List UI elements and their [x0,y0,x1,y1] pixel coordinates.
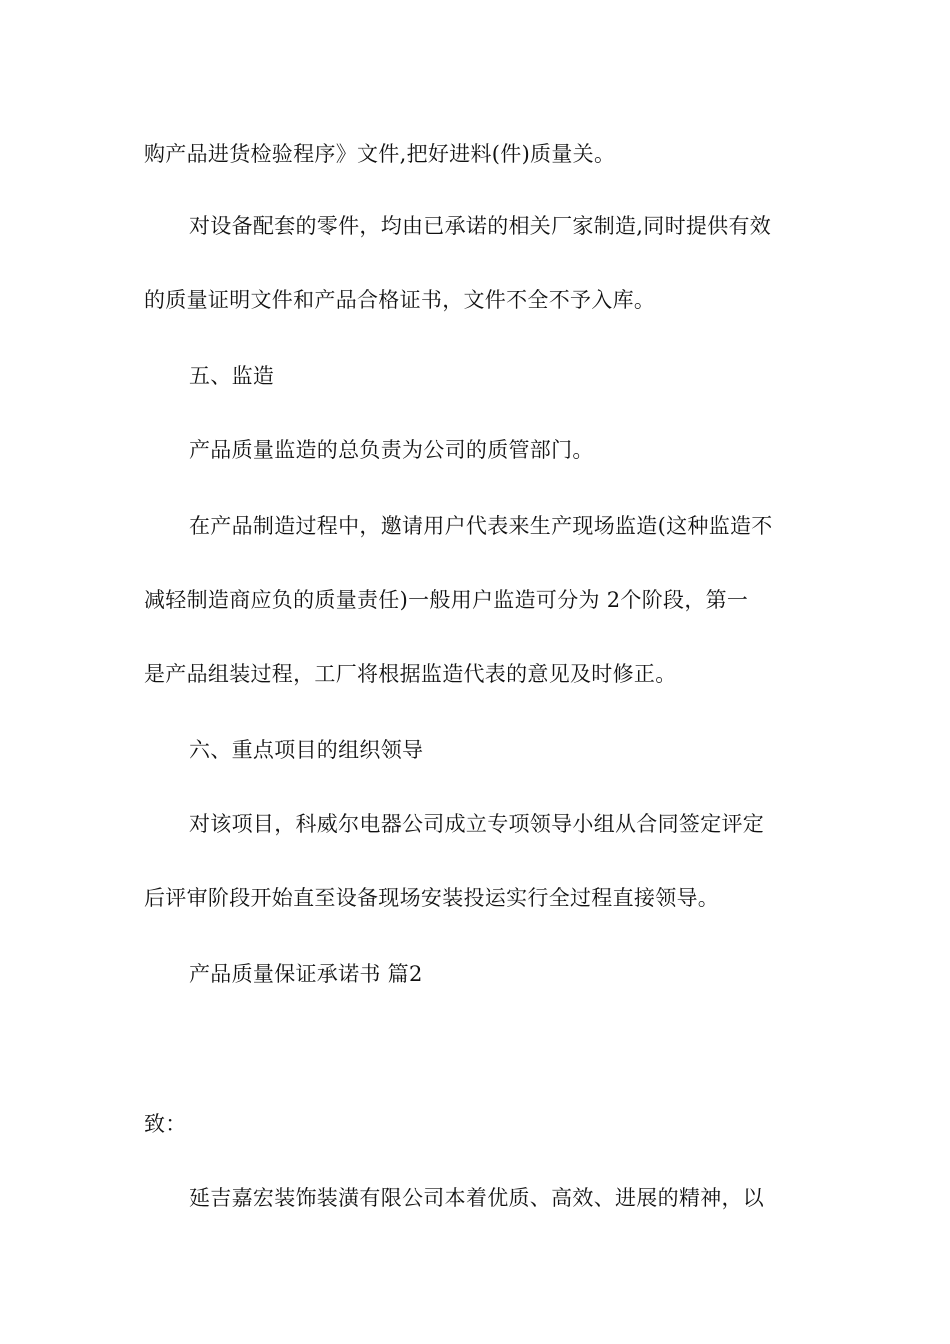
section-heading-5: 五、监造 [189,364,275,388]
paragraph-line-10: 对该项目，科威尔电器公司成立专项领导小组从合同签定评定 [189,812,765,836]
paragraph-line-8: 是产品组装过程，工厂将根据监造代表的意见及时修正。 [144,662,677,686]
paragraph-line-5: 产品质量监造的总负责为公司的质管部门。 [189,438,594,462]
document-title: 产品质量保证承诺书 篇2 [189,962,423,986]
paragraph-line-14: 延吉嘉宏装饰装潢有限公司本着优质、高效、进展的精神，以 [189,1186,765,1210]
paragraph-line-7: 减轻制造商应负的质量责任)一般用户监造可分为 2个阶段，第一 [144,588,749,612]
paragraph-line-6: 在产品制造过程中，邀请用户代表来生产现场监造(这种监造不 [189,514,773,538]
paragraph-line-11: 后评审阶段开始直至设备现场安装投运实行全过程直接领导。 [144,886,720,910]
paragraph-line-2: 对设备配套的零件，均由已承诺的相关厂家制造,同时提供有效 [189,214,772,238]
salutation: 致： [144,1112,187,1136]
paragraph-line-1: 购产品进货检验程序》文件,把好进料(件)质量关。 [144,142,616,166]
paragraph-line-3: 的质量证明文件和产品合格证书，文件不全不予入库。 [144,288,656,312]
section-heading-6: 六、重点项目的组织领导 [189,738,424,762]
